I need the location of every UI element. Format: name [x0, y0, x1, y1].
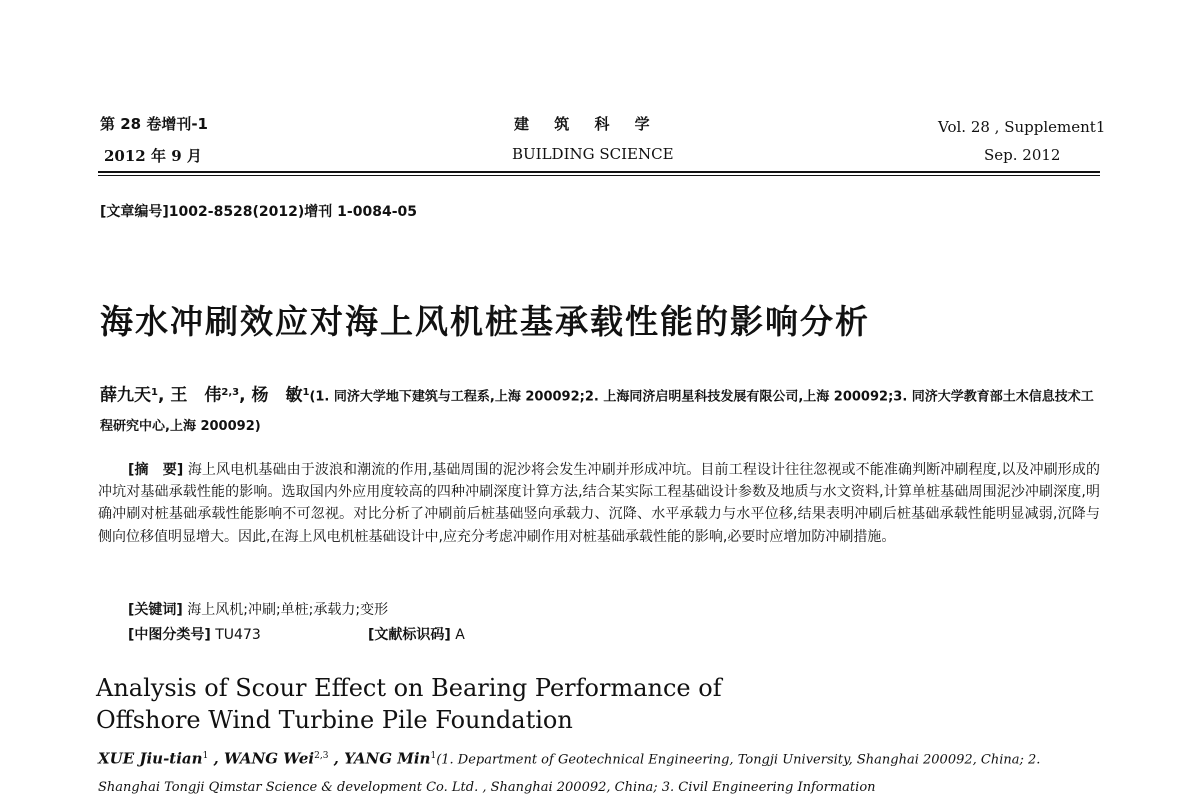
paper-title-en-line1: Analysis of Scour Effect on Bearing Performance of: [96, 674, 722, 702]
authors-cn-block: 薛九天$^1$, 王 伟$^{2,3}$, 杨 敏$^1$(1. 同济大学地下建筑与工程系,上海 200092;2. 上海同济启明星科技发展有限公司,上海 200092;3. 同济大学教育部土木信息技术工程研究中心,上海 200092): [100, 385, 1094, 435]
doc-code-value: A: [455, 627, 465, 643]
author-name-en: WANG Wei: [223, 749, 315, 768]
date-en: Sep. 2012: [984, 146, 1061, 164]
affiliations-cn: (1. 同济大学地下建筑与工程系,上海 200092;2. 上海同济启明星科技发展有限公司,上海 200092;3. 同济大学教育部土木信息技术工程研究中心,上海 200092): [100, 389, 1094, 435]
author-sup: 2,3: [221, 387, 240, 398]
document-code: [368, 624, 465, 644]
clc-label: [中图分类号]: [128, 627, 211, 643]
author-sup-en: 2,3: [314, 751, 329, 761]
header-rule-thin: [98, 175, 1100, 176]
journal-title-en: BUILDING SCIENCE: [512, 145, 674, 163]
affiliations-en: (1. Department of Geotechnical Engineering, Tongji University, Shanghai 200092, China; 2. Shanghai Tongji Qimstar Science & development Co. Ltd. , Shanghai 200092, China; 3. Civil Engineering Information: [98, 752, 1041, 796]
keywords-label: [关键词]: [128, 602, 183, 618]
header-rule-thick: [98, 171, 1100, 173]
author-sup-en: 1: [430, 751, 437, 761]
author-name: 杨 敏: [251, 385, 303, 406]
clc-value: TU473: [215, 627, 261, 643]
paper-title-en-line2: Offshore Wind Turbine Pile Foundation: [96, 706, 573, 734]
paper-title-cn: 海水冲刷效应对海上风机桩基承载性能的影响分析: [100, 302, 870, 341]
author-name-en: YANG Min: [344, 749, 431, 768]
volume-en: Vol. 28 , Supplement1: [938, 118, 1106, 136]
author-name: 王 伟: [170, 385, 222, 406]
date-cn: 2012 年 9 月: [104, 147, 202, 165]
author-sup: 1: [302, 387, 310, 398]
author-sup-en: 1: [202, 751, 209, 761]
authors-en-block: XUE Jiu-tian$^1$ , WANG Wei$^{2,3}$ , YANG Min$^1$(1. Department of Geotechnical Engineering, Tongji University, Shanghai 200092, China; 2. Shanghai Tongji Qimstar Science & development Co. Ltd. , Shanghai 200092, China; 3. Civil Engineering Information: [98, 749, 1041, 796]
abstract: [98, 459, 1100, 548]
author-sup: 1: [151, 387, 158, 398]
keywords-text: 海上风机;冲刷;单桩;承载力;变形: [187, 602, 389, 618]
abstract-text: 海上风电机基础由于波浪和潮流的作用,基础周围的泥沙将会发生冲刷并形成冲坑。目前工程设计往往忽视或不能准确判断冲刷程度,以及冲刷形成的冲坑对基础承载性能的影响。选取国内外应用度较高的四种冲刷深度计算方法,结合某实际工程基础设计参数及地质与水文资料,计算单桩基础周围泥沙冲刷深度,明确冲刷对桩基础承载性能影响不可忽视。对比分析了冲刷前后桩基础竖向承载力、沉降、水平承载力与水平位移,结果表明冲刷后桩基础承载性能明显减弱,沉降与侧向位移值明显增大。因此,在海上风电机桩基础设计中,应充分考虑冲刷作用对桩基础承载性能的影响,必要时应增加防冲刷措施。: [98, 462, 1100, 545]
journal-title-cn: 建 筑 科 学: [514, 115, 660, 133]
keywords: [128, 599, 388, 619]
author-name-en: XUE Jiu-tian: [98, 749, 203, 768]
volume-cn: 第 28 卷增刊-1: [100, 115, 208, 133]
doc-code-label: [文献标识码]: [368, 627, 451, 643]
abstract-label: [摘 要]: [128, 462, 184, 478]
classification: [128, 624, 261, 644]
article-number: [文章编号]1002-8528(2012)增刊 1-0084-05: [100, 204, 417, 220]
paper-title-en: [96, 672, 996, 736]
author-name: 薛九天: [100, 385, 151, 406]
